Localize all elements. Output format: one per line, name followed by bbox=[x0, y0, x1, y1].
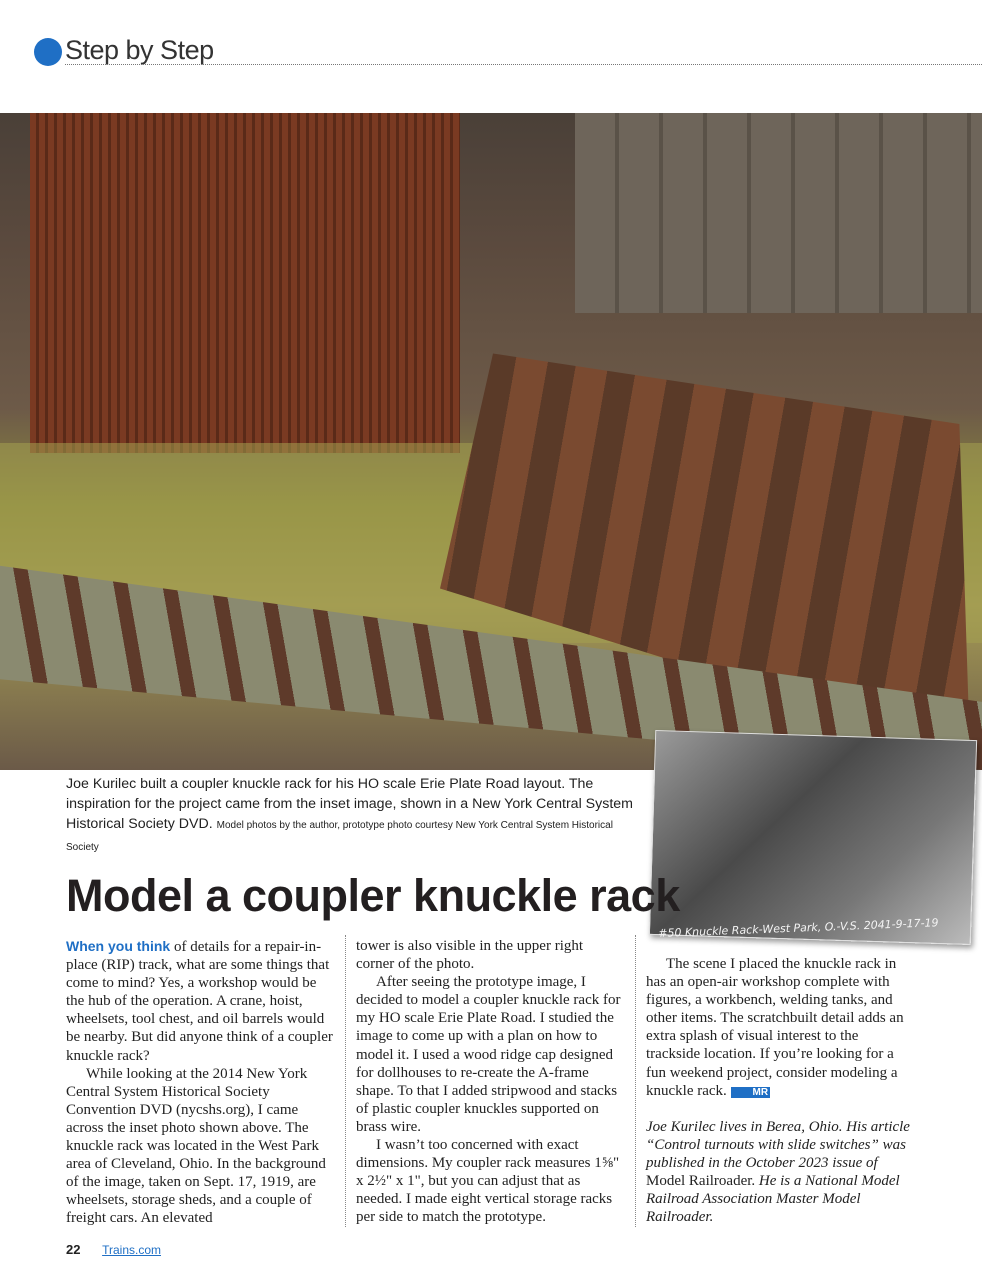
section-header bbox=[34, 36, 982, 66]
paragraph: After seeing the prototype image, I decided to model a coupler knuckle rack for my HO scale Erie Plate Road. I studied the image to come up with a plan on how to model it. I used a wood ridge cap designed for dollhouses to re-create the A-frame shape. To that I added stripwood and stacks of plastic coupler knuckles supported on brass wire. bbox=[356, 974, 621, 1135]
section-title: Step by Step bbox=[65, 35, 214, 65]
paragraph: While looking at the 2014 New York Central System Historical Society Convention DVD (nycshs.org), I came across the inset photo shown above. The knuckle rack was located in the West Park area of Cleveland, Ohio. In the background of the image, taken on Sept. 17, 1919, are wheelsets, storage sheds, and a couple of freight cars. An elevated bbox=[66, 1065, 326, 1227]
inset-photo bbox=[649, 730, 977, 945]
paragraph: The scene I placed the knuckle rack in has an open-air workshop complete with figures, a workbench, welding tanks, and other items. The scratchbuilt detail adds an extra splash of visual interest to the trackside location. If you’re looking for a fun weekend project, consider modeling a knuckle rack. bbox=[646, 956, 904, 1099]
footer bbox=[66, 1242, 161, 1257]
photo-credit: Model photos by the author, prototype photo courtesy New York Central System Historical Society bbox=[66, 820, 613, 853]
header-rule bbox=[65, 64, 982, 65]
lead-in: When you think bbox=[66, 938, 171, 954]
end-mark-icon: MR bbox=[731, 1087, 771, 1098]
author-bio bbox=[646, 1118, 914, 1227]
column-3 bbox=[646, 937, 914, 1226]
inset-caption: #50 Knuckle Rack-West Park, O.-V.S. 2041-9-17-19 bbox=[658, 916, 939, 940]
shed bbox=[30, 113, 460, 453]
column-1 bbox=[66, 937, 334, 1228]
magazine-name: Model Railroader. bbox=[646, 1173, 756, 1190]
bio-text: He is a National Model Railroad Association Master Model Railroader. bbox=[646, 1173, 900, 1226]
paragraph: of details for a repair-in-place (RIP) track, what are some things that come to mind? Yes, a workshop would be the hub of the operation. A crane, hoist, wheelsets, tool chest, and oil barrels would be nearby. But did anyone think of a coupler knuckle rack? bbox=[66, 939, 333, 1064]
paragraph: I wasn’t too concerned with exact dimensions. My coupler rack measures 1⅝" x 2½" x 1", but you can adjust that as needed. I made eight vertical storage racks per side to match the prototype. bbox=[356, 1137, 620, 1226]
column-divider bbox=[635, 935, 636, 1227]
hopper-car bbox=[575, 113, 982, 313]
column-divider bbox=[345, 935, 346, 1227]
column-2 bbox=[356, 937, 624, 1227]
article-title: Model a coupler knuckle rack bbox=[66, 870, 680, 921]
section-bullet-icon bbox=[34, 38, 62, 66]
photo-caption bbox=[66, 774, 636, 858]
page-number: 22 bbox=[66, 1242, 81, 1257]
paragraph: tower is also visible in the upper right corner of the photo. bbox=[356, 938, 584, 973]
main-photo bbox=[0, 113, 982, 770]
caption-text: Joe Kurilec built a coupler knuckle rack for his HO scale Erie Plate Road layout. The inspiration for the project came from the inset image, shown in a New York Central System Historical Society DVD. bbox=[66, 776, 633, 832]
site-link[interactable]: Trains.com bbox=[102, 1243, 161, 1257]
bio-text: Joe Kurilec lives in Berea, Ohio. His article “Control turnouts with slide switches” was published in the October 2023 issue of bbox=[646, 1118, 910, 1171]
